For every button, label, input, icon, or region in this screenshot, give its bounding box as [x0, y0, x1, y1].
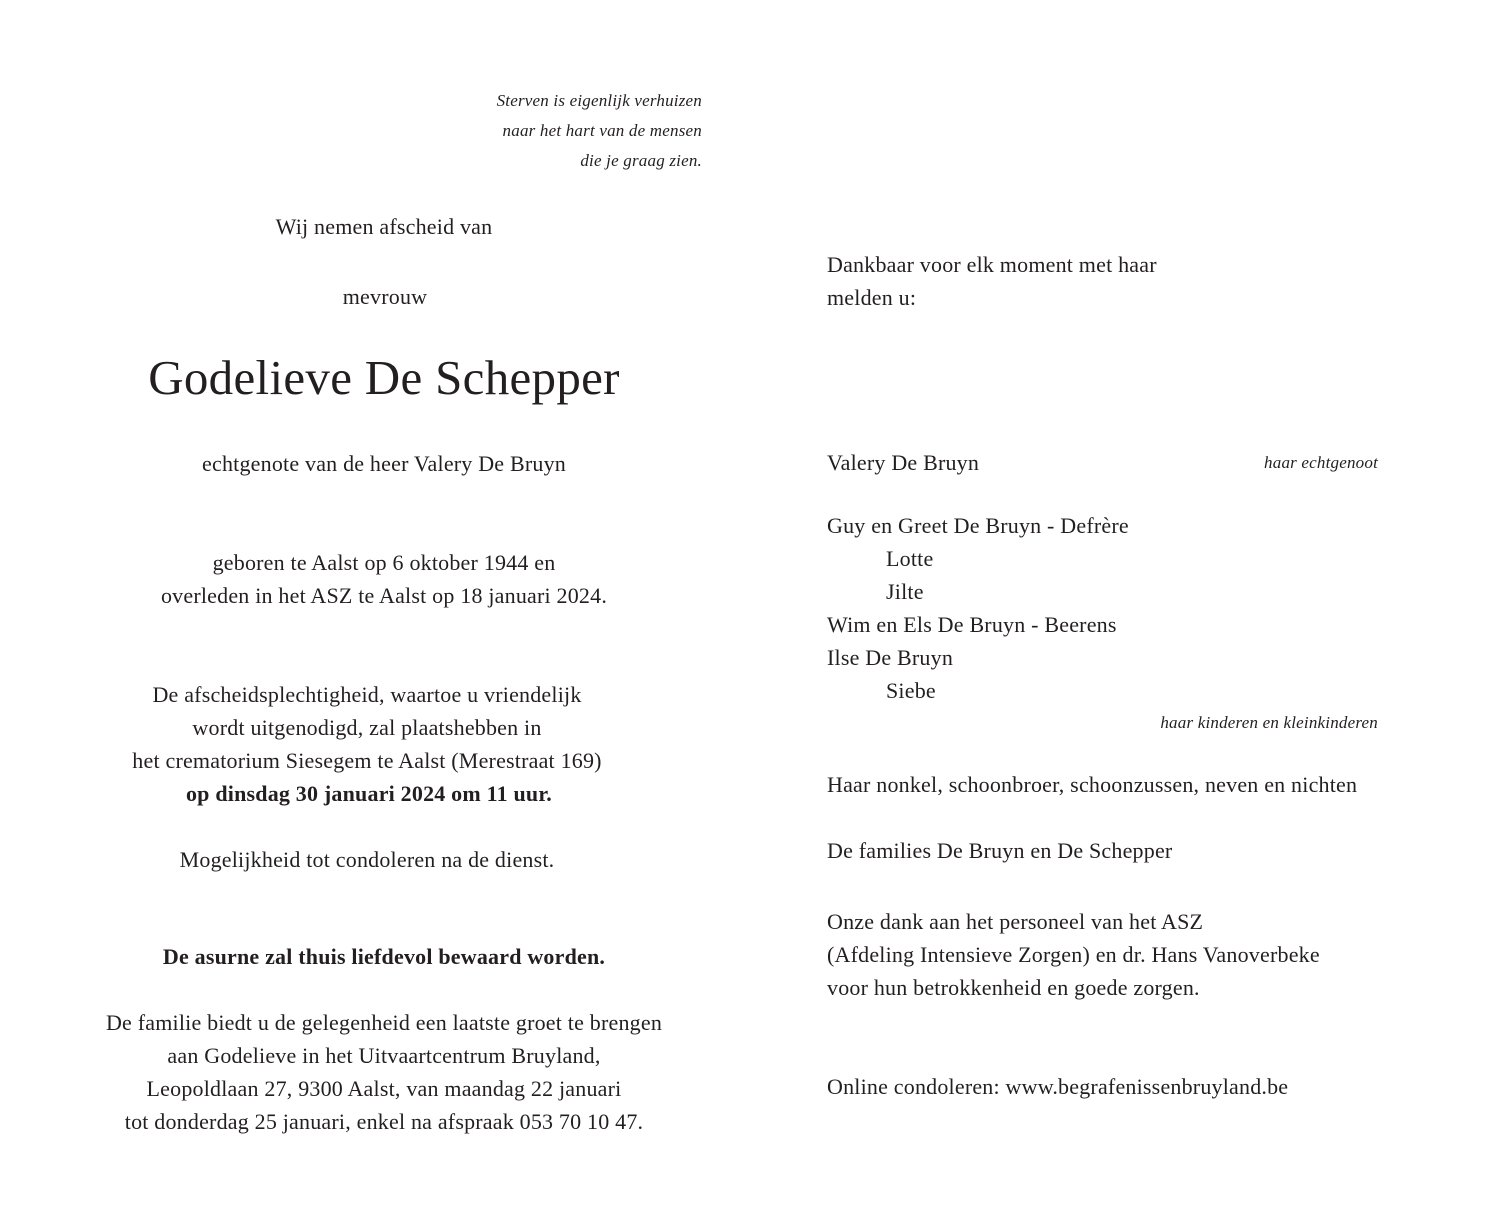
announce-line-2: melden u:	[827, 285, 917, 310]
grandchild-2: Jilte	[886, 579, 924, 604]
children-relation: haar kinderen en kleinkinderen	[1160, 713, 1378, 732]
thanks-line-2: (Afdeling Intensieve Zorgen) en dr. Hans Vanoverbeke	[827, 942, 1320, 967]
extended-family: Haar nonkel, schoonbroer, schoonzussen, neven en nichten	[827, 772, 1358, 797]
thanks-line-3: voor hun betrokkenheid en goede zorgen.	[827, 975, 1200, 1000]
ceremony-line-1: De afscheidsplechtigheid, waartoe u vriendelijk	[152, 682, 582, 707]
birth-line: geboren te Aalst op 6 oktober 1944 en	[212, 550, 556, 575]
thanks-line-1: Onze dank aan het personeel van het ASZ	[827, 909, 1204, 934]
poem-line-2: naar het hart van de mensen	[502, 121, 702, 140]
grandchild-1: Lotte	[886, 546, 934, 571]
poem-line-1: Sterven is eigenlijk verhuizen	[496, 91, 702, 110]
online-condolence: Online condoleren: www.begrafenissenbruyland.be	[827, 1074, 1289, 1099]
poem-line-3: die je graag zien.	[580, 151, 702, 170]
deceased-name: Godelieve De Schepper	[148, 350, 620, 405]
farewell-line-4: tot donderdag 25 januari, enkel na afspraak 053 70 10 47.	[124, 1109, 644, 1134]
spouse-relation: haar echtgenoot	[1264, 453, 1378, 472]
child-family-1: Guy en Greet De Bruyn - Defrère	[827, 513, 1129, 538]
death-line: overleden in het ASZ te Aalst op 18 januari 2024.	[160, 583, 608, 608]
ceremony-line-2: wordt uitgenodigd, zal plaatshebben in	[192, 715, 542, 740]
grandchild-3: Siebe	[886, 678, 936, 703]
families-line: De families De Bruyn en De Schepper	[827, 838, 1173, 863]
urn-note: De asurne zal thuis liefdevol bewaard worden.	[162, 944, 606, 969]
spouse-name: Valery De Bruyn	[827, 450, 980, 475]
announce-line-1: Dankbaar voor elk moment met haar	[827, 252, 1157, 277]
child-family-2: Wim en Els De Bruyn - Beerens	[827, 612, 1117, 637]
condolence-note: Mogelijkheid tot condoleren na de dienst.	[179, 847, 555, 872]
child-family-3: Ilse De Bruyn	[827, 645, 954, 670]
ceremony-date: op dinsdag 30 januari 2024 om 11 uur.	[185, 781, 553, 806]
farewell-line-3: Leopoldlaan 27, 9300 Aalst, van maandag 22 januari	[146, 1076, 622, 1101]
title-prefix: mevrouw	[342, 284, 428, 309]
intro-text: Wij nemen afscheid van	[275, 214, 493, 239]
ceremony-line-3: het crematorium Siesegem te Aalst (Merestraat 169)	[132, 748, 602, 773]
farewell-line-2: aan Godelieve in het Uitvaartcentrum Bruyland,	[167, 1043, 601, 1068]
farewell-line-1: De familie biedt u de gelegenheid een laatste groet te brengen	[105, 1010, 663, 1035]
spouse-line: echtgenote van de heer Valery De Bruyn	[202, 451, 566, 476]
